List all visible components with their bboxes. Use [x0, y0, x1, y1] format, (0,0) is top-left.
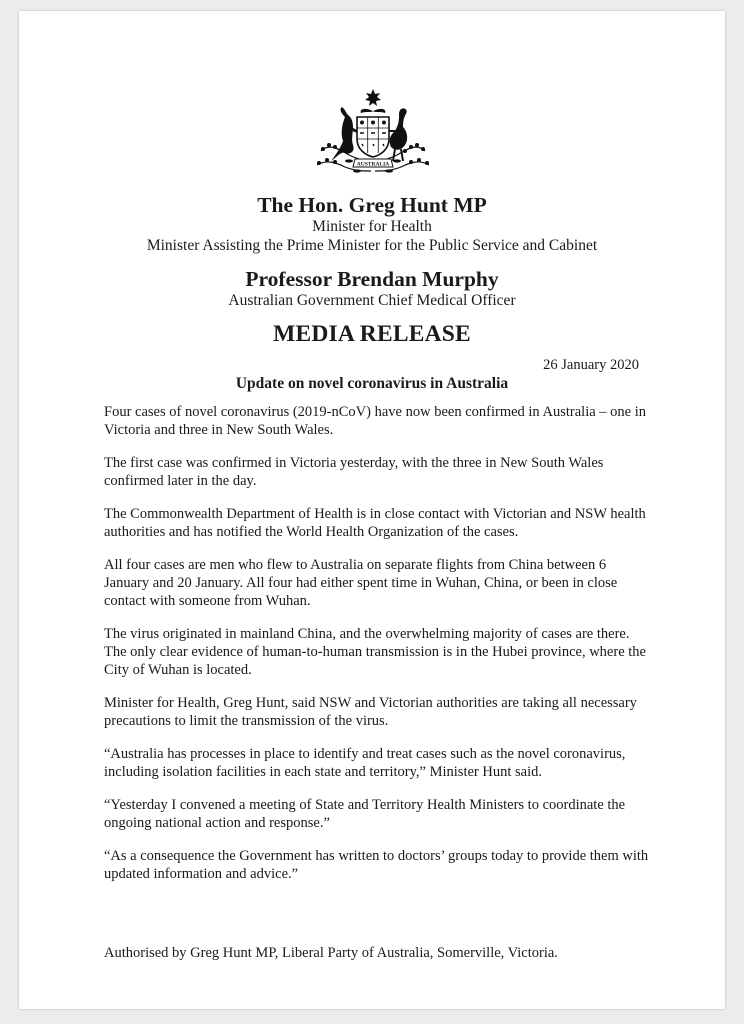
authorisation-footer: Authorised by Greg Hunt MP, Liberal Party of Australia, Somerville, Victoria. [104, 945, 558, 961]
minister-role-1: Minister for Health [312, 218, 432, 235]
document-page [19, 11, 725, 1009]
paragraph: All four cases are men who flew to Australia on separate flights from China between 6 January and 20 January. All four had either spent time in Wuhan, China, or been in close contact with someone from Wuhan. [104, 557, 618, 609]
release-body [104, 403, 650, 898]
paragraph: The virus originated in mainland China, and the overwhelming majority of cases are there. The only clear evidence of human-to-human transmission is in the Hubei province, where the City of Wuhan is located. [104, 626, 646, 678]
paragraph: “Yesterday I convened a meeting of State and Territory Health Ministers to coordinate the ongoing national action and response.” [104, 797, 626, 831]
coat-of-arms-icon [315, 87, 431, 179]
headline: Update on novel coronavirus in Australia [235, 375, 509, 392]
minister-role-2: Minister Assisting the Prime Minister for the Public Service and Cabinet [146, 237, 598, 254]
officer-name: Professor Brendan Murphy [245, 267, 499, 291]
release-type-heading: MEDIA RELEASE [273, 321, 471, 347]
paragraph: The first case was confirmed in Victoria yesterday, with the three in New South Wales confirmed later in the day. [104, 455, 604, 489]
officer-role: Australian Government Chief Medical Officer [228, 292, 516, 309]
paragraph: “As a consequence the Government has written to doctors’ groups today to provide them with updated information and advice.” [104, 848, 649, 882]
paragraph: Four cases of novel coronavirus (2019-nCoV) have now been confirmed in Australia – one in Victoria and three in New South Wales. [104, 404, 647, 438]
paragraph: The Commonwealth Department of Health is in close contact with Victorian and NSW health authorities and has notified the World Health Organization of the cases. [104, 506, 646, 540]
paragraph: “Australia has processes in place to identify and treat cases such as the novel coronavirus, including isolation facilities in each state and territory,” Minister Hunt said. [104, 746, 626, 780]
paragraph: Minister for Health, Greg Hunt, said NSW and Victorian authorities are taking all necessary precautions to limit the transmission of the virus. [104, 695, 637, 729]
release-date: 26 January 2020 [543, 357, 639, 373]
crest-scroll-text: AUSTRALIA [356, 161, 390, 168]
minister-name: The Hon. Greg Hunt MP [257, 193, 487, 217]
